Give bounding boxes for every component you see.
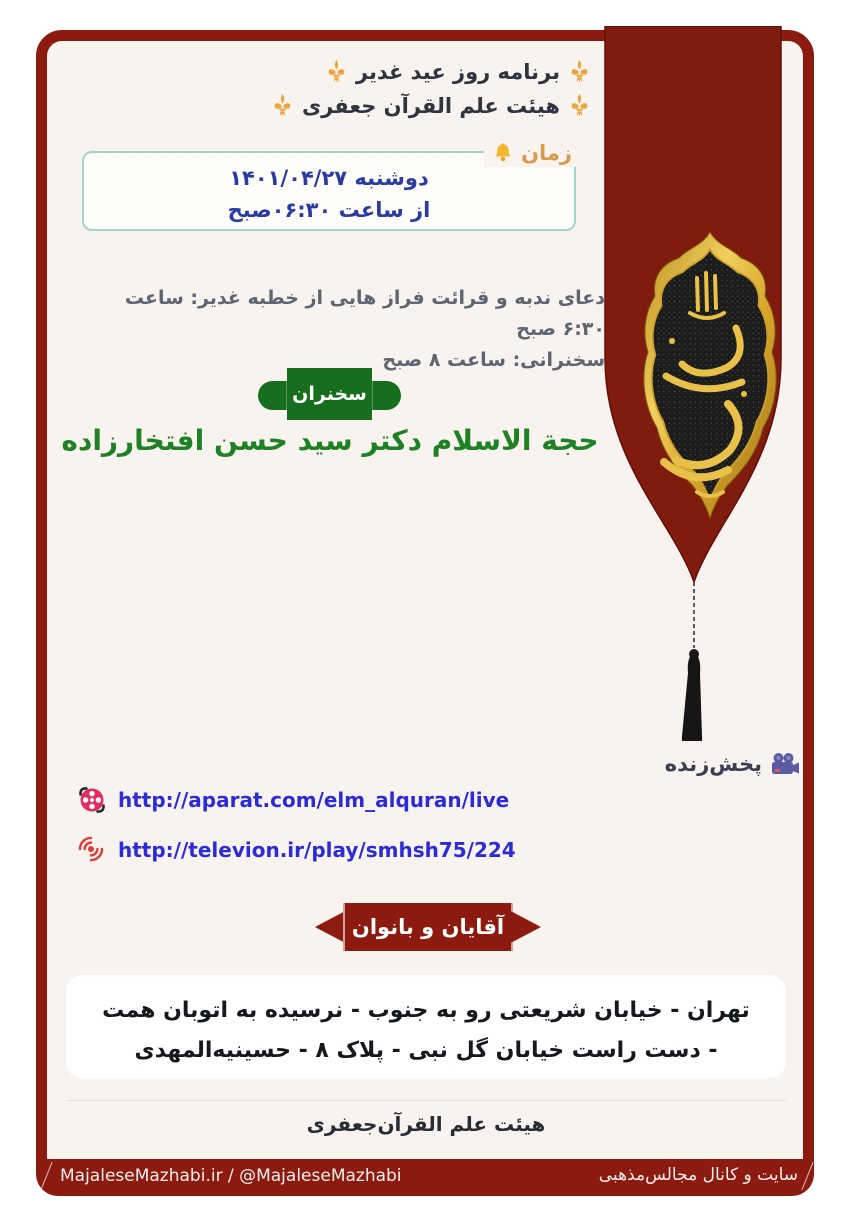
fleur-icon (569, 94, 590, 118)
broadcast-icon (78, 836, 106, 864)
address-text: تهران - خیابان شریعتی رو به جنوب - نرسیده به اتوبان همت - دست راست خیابان گل نبی - پلاک ۸ - حسینیه‌المهدی (102, 998, 750, 1063)
footer-bar (36, 1159, 814, 1196)
time-text: از ساعت ۰۶:۳۰صبح (227, 198, 431, 222)
camera-icon (770, 752, 800, 776)
pennant-banner (602, 26, 784, 741)
speaker-ribbon (258, 368, 401, 420)
fleur-icon (326, 60, 347, 84)
fleur-icon (569, 60, 590, 84)
footer-deco-line (40, 1162, 52, 1190)
aparat-link[interactable]: http://aparat.com/elm_alquran/live (118, 788, 510, 812)
stream-link-row (78, 786, 509, 814)
time-label (484, 139, 580, 167)
stream-link-row (78, 836, 516, 864)
speaker-ribbon-label: سخنران (287, 368, 372, 420)
aparat-icon (78, 786, 106, 814)
header-line-1 (272, 55, 590, 89)
live-broadcast-label (665, 752, 800, 776)
header (272, 55, 590, 123)
program-line-2: سخنرانی: ساعت ۸ صبح (382, 349, 605, 371)
footer-site-label: سایت و کانال مجالس‌مذهبی (598, 1165, 798, 1185)
audience-ribbon (315, 903, 541, 951)
program-schedule (83, 283, 605, 376)
header-line-2 (272, 89, 590, 123)
ribbon-right-arrow (505, 908, 541, 946)
time-label-text: زمان (521, 141, 572, 165)
divider (66, 1100, 786, 1101)
organization-name: هیئت علم القرآن‌جعفری (306, 1112, 546, 1136)
address-box (66, 975, 786, 1078)
audience-ribbon-label: آقایان و بانوان (343, 903, 513, 951)
header-subtitle: هیئت علم القرآن جعفری (301, 94, 560, 118)
footer-site-handle: MajaleseMazhabi.ir / @MajaleseMazhabi (60, 1166, 402, 1186)
date-text: دوشنبه ۱۴۰۱/۰۴/۲۷ (229, 166, 429, 190)
live-label-text: پخش‌زنده (664, 752, 762, 776)
header-title: برنامه روز عید غدیر (355, 60, 560, 84)
bell-icon (492, 142, 514, 164)
tassel-body (682, 650, 702, 741)
televion-link[interactable]: http://televion.ir/play/smhsh75/224 (118, 838, 516, 862)
fleur-icon (272, 94, 293, 118)
footer-deco-line (801, 1162, 813, 1190)
program-line-1: دعای ندبه و قرائت فراز هایی از خطبه غدیر: ساعت ۶:۳۰ صبح (124, 287, 605, 340)
speaker-name: حجة الاسلام دکتر سید حسن افتخارزاده (61, 424, 599, 457)
